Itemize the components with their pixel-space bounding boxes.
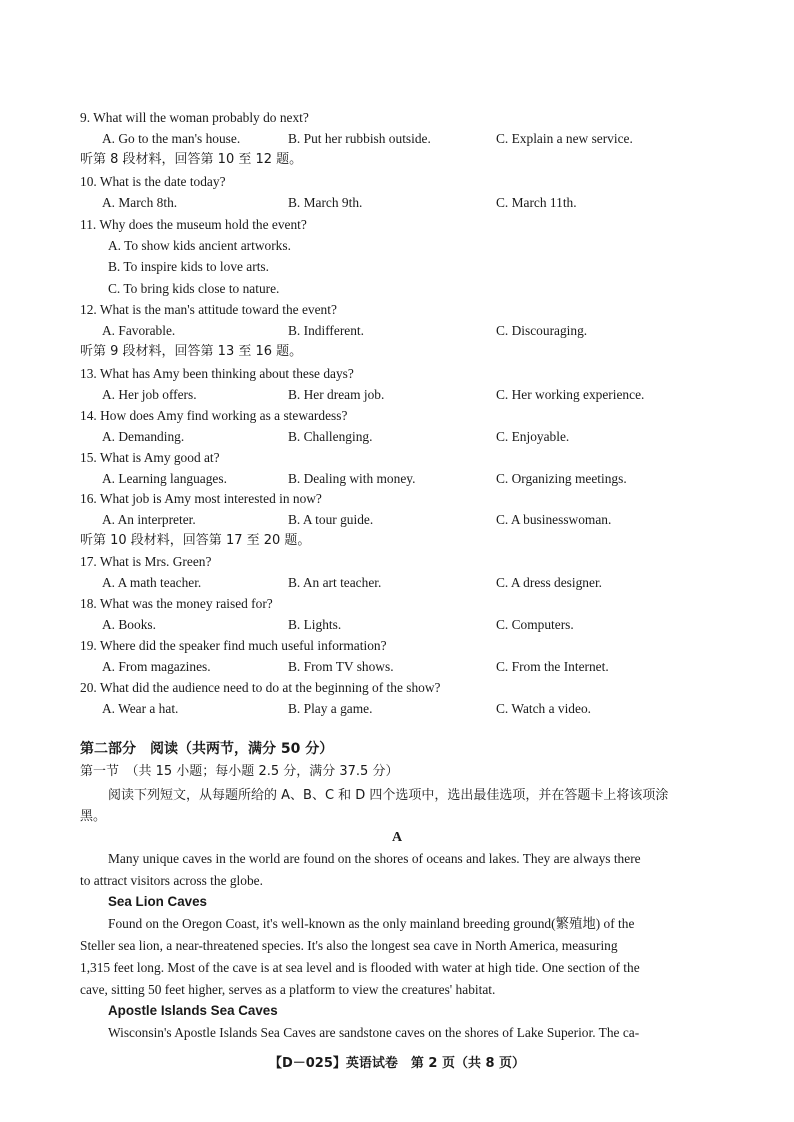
q16-option-c: C. A businesswoman. (496, 512, 612, 527)
question-20: 20. What did the audience need to do at the beginning of the show? (80, 680, 441, 695)
passage-intro-line-1: Many unique caves in the world are found on the shores of oceans and lakes. They are always there (108, 851, 641, 866)
question-16: 16. What job is Amy most interested in now? (80, 491, 322, 506)
question-13: 13. What has Amy been thinking about these days? (80, 366, 354, 381)
q9-option-b: B. Put her rubbish outside. (288, 131, 431, 146)
q10-option-c: C. March 11th. (496, 195, 577, 210)
q11-option-a: A. To show kids ancient artworks. (108, 238, 291, 253)
q19-option-c: C. From the Internet. (496, 659, 609, 674)
q14-option-a: A. Demanding. (102, 429, 185, 444)
q20-option-a: A. Wear a hat. (102, 701, 179, 716)
q10-option-b: B. March 9th. (288, 195, 363, 210)
passage-p1-line-4: cave, sitting 50 feet higher, serves as a platform to view the creatures' habitat. (80, 982, 496, 997)
q17-option-b: B. An art teacher. (288, 575, 382, 590)
q15-option-a: A. Learning languages. (102, 471, 227, 486)
passage-p1-line-3: 1,315 feet long. Most of the cave is at sea level and is flooded with water at high tide. One section of the (80, 960, 640, 975)
instructions-line-2: 黑。 (80, 809, 107, 824)
instructions-line-1: 阅读下列短文，从每题所给的 A、B、C 和 D 四个选项中，选出最佳选项，并在答题卡上将该项涂 (108, 788, 669, 803)
passage-p2-line-1: Wisconsin's Apostle Islands Sea Caves are sandstone caves on the shores of Lake Superior. The ca- (108, 1025, 640, 1040)
passage-p1-line-1: Found on the Oregon Coast, it's well-known as the only mainland breeding ground(繁殖地) of the (108, 916, 635, 931)
q15-option-c: C. Organizing meetings. (496, 471, 627, 486)
q16-option-a: A. An interpreter. (102, 512, 196, 527)
q19-option-a: A. From magazines. (102, 659, 211, 674)
question-19: 19. Where did the speaker find much useful information? (80, 638, 387, 653)
q20-option-c: C. Watch a video. (496, 701, 591, 716)
q19-option-b: B. From TV shows. (288, 659, 394, 674)
q18-option-c: C. Computers. (496, 617, 574, 632)
question-15: 15. What is Amy good at? (80, 450, 220, 465)
q10-option-a: A. March 8th. (102, 195, 178, 210)
q12-option-b: B. Indifferent. (288, 323, 364, 338)
q9-option-c: C. Explain a new service. (496, 131, 633, 146)
subheading-apostle-islands: Apostle Islands Sea Caves (108, 1003, 278, 1018)
q14-option-b: B. Challenging. (288, 429, 373, 444)
question-18: 18. What was the money raised for? (80, 596, 273, 611)
section-header-13-16: 听第 9 段材料，回答第 13 至 16 题。 (80, 344, 303, 359)
q12-option-c: C. Discouraging. (496, 323, 588, 338)
q14-option-c: C. Enjoyable. (496, 429, 570, 444)
section-header-10-12: 听第 8 段材料，回答第 10 至 12 题。 (80, 152, 303, 167)
q17-option-c: C. A dress designer. (496, 575, 603, 590)
q20-option-b: B. Play a game. (288, 701, 373, 716)
q12-option-a: A. Favorable. (102, 323, 176, 338)
q17-option-a: A. A math teacher. (102, 575, 202, 590)
question-12: 12. What is the man's attitude toward the event? (80, 302, 337, 317)
q13-option-a: A. Her job offers. (102, 387, 197, 402)
question-9: 9. What will the woman probably do next? (80, 110, 309, 125)
question-17: 17. What is Mrs. Green? (80, 554, 212, 569)
q9-option-a: A. Go to the man's house. (102, 131, 241, 146)
q15-option-b: B. Dealing with money. (288, 471, 416, 486)
q13-option-c: C. Her working experience. (496, 387, 645, 402)
section-header-17-20: 听第 10 段材料，回答第 17 至 20 题。 (80, 533, 311, 548)
passage-label: A (391, 830, 403, 845)
question-10: 10. What is the date today? (80, 174, 226, 189)
q13-option-b: B. Her dream job. (288, 387, 385, 402)
subheading-sea-lion-caves: Sea Lion Caves (108, 894, 207, 909)
q11-option-c: C. To bring kids close to nature. (108, 281, 280, 296)
section-one-title: 第一节 （共 15 小题；每小题 2.5 分，满分 37.5 分） (80, 764, 399, 779)
q18-option-a: A. Books. (102, 617, 156, 632)
part-two-title: 第二部分 阅读（共两节，满分 50 分） (80, 741, 334, 757)
question-14: 14. How does Amy find working as a stewardess? (80, 408, 348, 423)
passage-intro-line-2: to attract visitors across the globe. (80, 873, 263, 888)
q18-option-b: B. Lights. (288, 617, 342, 632)
question-11: 11. Why does the museum hold the event? (80, 217, 307, 232)
page-footer: 【D－025】英语试卷 第 2 页（共 8 页） (268, 1056, 526, 1071)
q11-option-b: B. To inspire kids to love arts. (108, 259, 269, 274)
passage-p1-line-2: Steller sea lion, a near-threatened species. It's also the longest sea cave in North America, measuring (80, 938, 618, 953)
q16-option-b: B. A tour guide. (288, 512, 374, 527)
